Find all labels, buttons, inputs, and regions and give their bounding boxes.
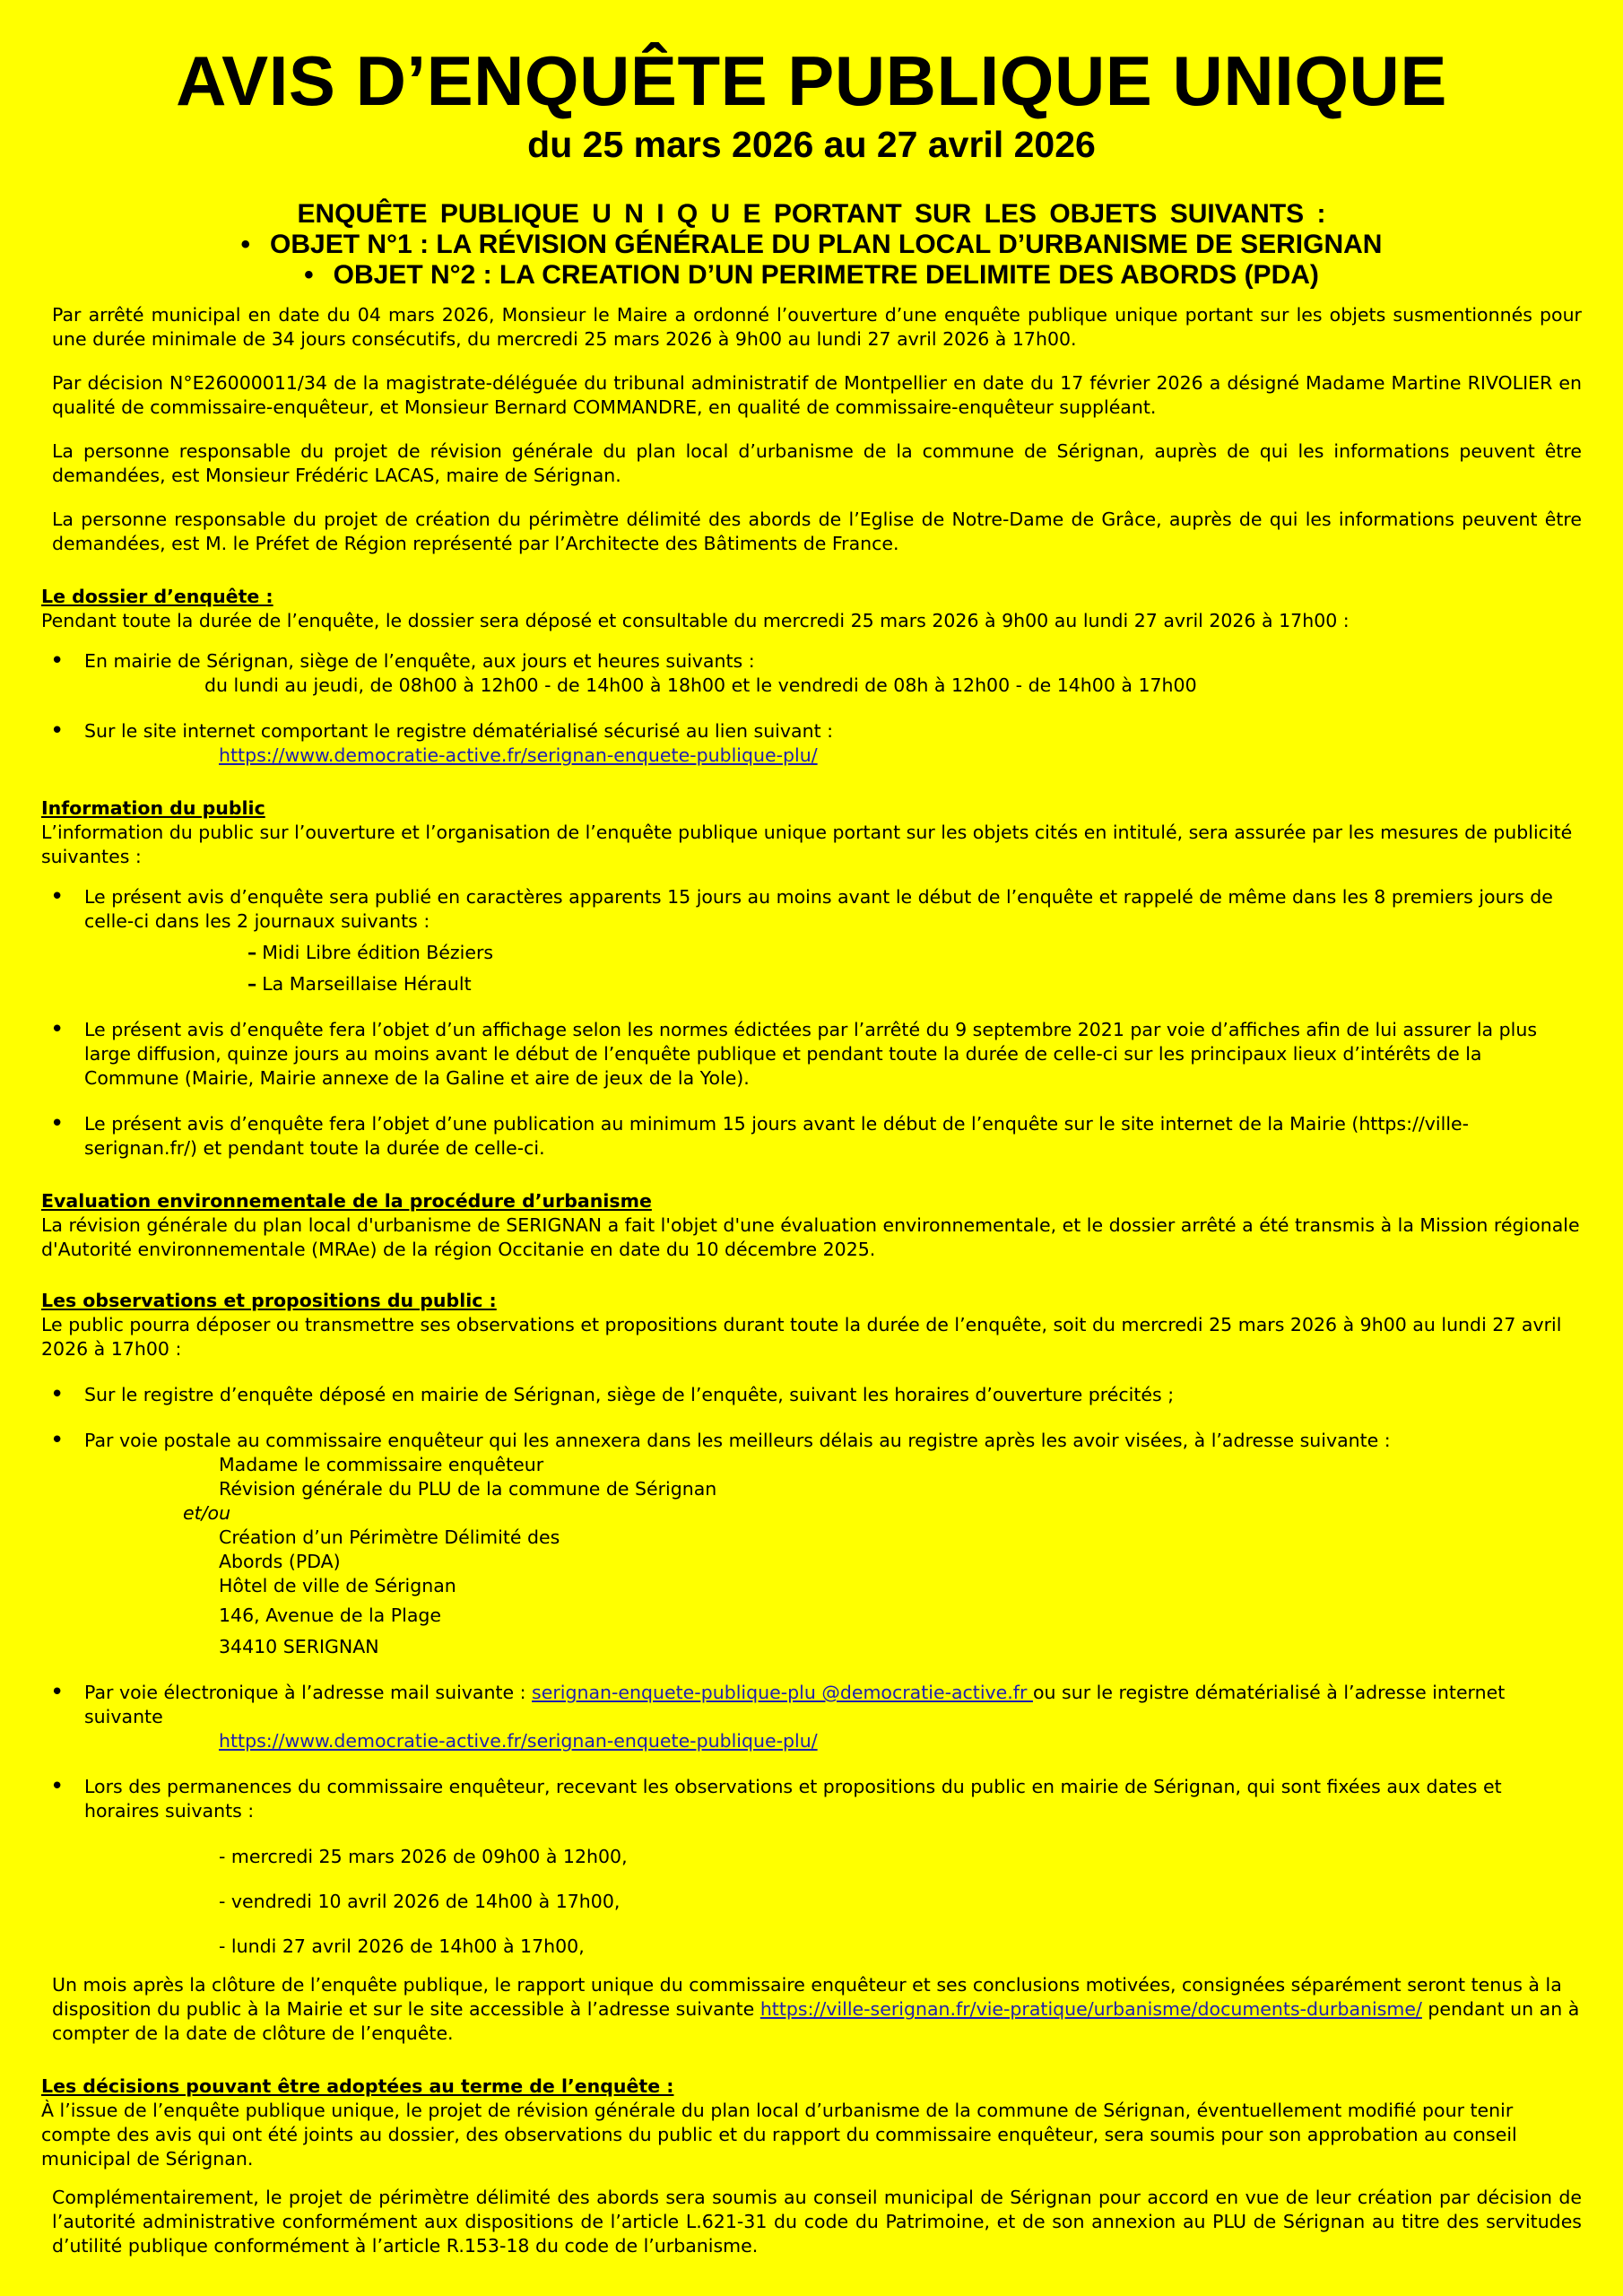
rapport-text-pre: Un mois après la clôture de l’enquête publique, le rapport unique du commissaire enquêteur et ses conclusions motivées, consignées séparément seront tenus à la disposition du public à la Mairie et sur le site accessible à l’adresse suivante xyxy=(52,1974,1562,2020)
permanence-2: - vendredi 10 avril 2026 de 14h00 à 17h00, xyxy=(219,1891,621,1912)
mairie-hours: du lundi au jeudi, de 08h00 à 12h00 - de 14h00 à 18h00 et le vendredi de 08h à 12h00 - de 14h00 à 17h00 xyxy=(204,674,1197,696)
list-item xyxy=(41,1112,1582,1161)
list-item xyxy=(41,1681,1582,1753)
journal-1: – Midi Libre édition Béziers xyxy=(84,941,1582,965)
intro-paragraph-3: La personne responsable du projet de révision générale du plan local d’urbanisme de la commune de Sérignan, auprès de qui les informations peuvent être demandées, est Monsieur Frédéric LACAS, maire de Sérignan. xyxy=(52,440,1582,486)
bullet-dot-icon: • xyxy=(304,260,314,290)
section-title-evaluation: Evaluation environnementale de la procédure d’urbanisme xyxy=(41,1190,652,1212)
observations-intro: Le public pourra déposer ou transmettre ses observations et propositions durant toute la durée de l’enquête, soit du mercredi 25 mars 2026 à 9h00 au lundi 27 avril 2026 à 17h00 : xyxy=(41,1314,1562,1360)
objet-1 xyxy=(41,230,1582,260)
date-range-subtitle: du 25 mars 2026 au 27 avril 2026 xyxy=(527,124,1096,165)
documents-urbanisme-link[interactable]: https://ville-serignan.fr/vie-pratique/urbanisme/documents-durbanisme/ xyxy=(759,1998,1422,2020)
objet-1-text: OBJET N°1 : LA RÉVISION GÉNÉRALE DU PLAN LOCAL D’URBANISME DE SERIGNAN xyxy=(270,230,1383,259)
address-line: Création d’un Périmètre Délimité des xyxy=(219,1526,560,1548)
intro-paragraph-1: Par arrêté municipal en date du 04 mars 2026, Monsieur le Maire a ordonné l’ouverture d’une enquête publique unique portant sur les objets susmentionnés pour une durée minimale de 34 jours consécutifs, du mercredi 25 mars 2026 à 9h00 au lundi 27 avril 2026 à 17h00. xyxy=(52,304,1582,350)
observations-item-2: Par voie postale au commissaire enquêteur qui les annexera dans les meilleurs délais au registre après les avoir visées, à l’adresse suivante : xyxy=(84,1430,1391,1451)
objet-2 xyxy=(41,260,1582,291)
observations-item-3-pre: Par voie électronique à l’adresse mail suivante : xyxy=(84,1682,533,1703)
intro-paragraph-4: La personne responsable du projet de création du périmètre délimité des abords de l’Eglise de Notre-Dame de Grâce, auprès de qui les informations peuvent être demandées, est M. le Préfet de Région représenté par l’Architecte des Bâtiments de France. xyxy=(52,509,1582,554)
objet-2-text: OBJET N°2 : LA CREATION D’UN PERIMETRE DELIMITE DES ABORDS (PDA) xyxy=(333,260,1319,290)
address-line: Hôtel de ville de Sérignan xyxy=(219,1575,456,1596)
list-item xyxy=(41,1775,1582,1959)
list-item xyxy=(41,1383,1582,1407)
information-item-1: Le présent avis d’enquête sera publié en caractères apparents 15 jours au moins avant le début de l’enquête et rappelé de même dans les 8 premiers jours de celle-ci dans les 2 journaux suivants : xyxy=(84,886,1553,932)
address-line: Révision générale du PLU de la commune de Sérignan xyxy=(219,1478,717,1500)
address-line: Madame le commissaire enquêteur xyxy=(219,1454,544,1475)
journal-2: – La Marseillaise Hérault xyxy=(84,972,1582,996)
email-link[interactable]: serignan-enquete-publique-plu @democratie-active.fr xyxy=(532,1682,1033,1703)
bullet-dot-icon: • xyxy=(240,230,251,259)
dossier-list xyxy=(41,649,1582,768)
dossier-intro: Pendant toute la durée de l’enquête, le dossier sera déposé et consultable du mercredi 25 mars 2026 à 9h00 au lundi 27 avril 2026 à 17h00 : xyxy=(41,610,1350,631)
address-line: 146, Avenue de la Plage xyxy=(219,1605,442,1626)
information-intro: L’information du public sur l’ouverture et l’organisation de l’enquête publique unique portant sur les objets cités en intitulé, sera assurée par les mesures de publicité suivantes : xyxy=(41,822,1573,867)
list-item xyxy=(41,1018,1582,1091)
address-line: 34410 SERIGNAN xyxy=(219,1636,379,1657)
list-item xyxy=(41,649,1582,698)
section-title-information: Information du public xyxy=(41,797,265,819)
postal-address xyxy=(84,1453,1582,1659)
section-title-decisions: Les décisions pouvant être adoptées au terme de l’enquête : xyxy=(41,2075,674,2097)
observations-list xyxy=(41,1383,1582,1959)
list-item xyxy=(41,1429,1582,1659)
address-line: Abords (PDA) xyxy=(219,1551,341,1572)
rapport-text-post: pendant un an à compter de la date de clôture de l’enquête. xyxy=(52,1998,1580,2044)
list-item xyxy=(41,719,1582,768)
rapport-paragraph xyxy=(41,1973,1582,2046)
permanence-3: - lundi 27 avril 2026 de 14h00 à 17h00, xyxy=(219,1935,585,1957)
dossier-item-1: En mairie de Sérignan, siège de l’enquête, aux jours et heures suivants : xyxy=(84,650,755,672)
section-title-observations: Les observations et propositions du public : xyxy=(41,1290,497,1311)
decisions-paragraph-2: Complémentairement, le projet de périmètre délimité des abords sera soumis au conseil municipal de Sérignan pour accord en vue de leur création par décision de l’autorité administrative conformément aux dispositions de l’article L.621-31 du code du Patrimoine, et de son annexion au PLU de Sérignan au titre des servitudes d’utilité publique conformément à l’article R.153-18 du code de l’urbanisme. xyxy=(52,2187,1582,2257)
registre-link-2[interactable]: https://www.democratie-active.fr/serignan-enquete-publique-plu/ xyxy=(219,1730,818,1752)
dossier-item-2: Sur le site internet comportant le registre dématérialisé sécurisé au lien suivant : xyxy=(84,720,834,742)
observations-item-4: Lors des permanences du commissaire enquêteur, recevant les observations et propositions du public en mairie de Sérignan, qui sont fixées aux dates et horaires suivants : xyxy=(84,1776,1502,1822)
decisions-paragraph-1: À l’issue de l’enquête publique unique, le projet de révision générale du plan local d’urbanisme de la commune de Sérignan, éventuellement modifié pour tenir compte des avis qui ont été joints au dossier, des observations du public et du rapport du commissaire enquêteur, sera soumis pour son approbation au conseil municipal de Sérignan. xyxy=(41,2100,1517,2170)
information-list xyxy=(41,885,1582,1161)
intro-paragraph-2: Par décision N°E26000011/34 de la magistrate-déléguée du tribunal administratif de Montpellier en date du 17 février 2026 a désigné Madame Martine RIVOLIER en qualité de commissaire-enquêteur, et Monsieur Bernard COMMANDRE, en qualité de commissaire-enquêteur suppléant. xyxy=(52,372,1582,418)
information-item-3: Le présent avis d’enquête fera l’objet d’une publication au minimum 15 jours avant le début de l’enquête sur le site internet de la Mairie (https://ville-serignan.fr/) et pendant toute la durée de celle-ci. xyxy=(84,1113,1470,1159)
section-title-dossier: Le dossier d’enquête : xyxy=(41,586,273,607)
evaluation-text: La révision générale du plan local d'urbanisme de SERIGNAN a fait l'objet d'une évaluation environnementale, et le dossier arrêté a été transmis à la Mission régionale d'Autorité environnementale (MRAe) de la région Occitanie en date du 10 décembre 2025. xyxy=(41,1214,1580,1260)
list-item xyxy=(41,885,1582,996)
observations-item-3-post: ou sur le registre dématérialisé à l’adresse internet suivante xyxy=(84,1682,1506,1727)
et-ou-text: et/ou xyxy=(183,1502,231,1524)
page-title: AVIS D’ENQUÊTE PUBLIQUE UNIQUE xyxy=(176,41,1447,120)
objets-block xyxy=(41,199,1582,291)
objets-heading: ENQUÊTE PUBLIQUE U N I Q U E PORTANT SUR LES OBJETS SUIVANTS : xyxy=(297,199,1326,229)
information-item-2: Le présent avis d’enquête fera l’objet d’un affichage selon les normes édictées par l’arrêté du 9 septembre 2021 par voie d’affiches afin de lui assurer la plus large diffusion, quinze jours au moins avant le début de l’enquête publique et pendant toute la durée de celle-ci sur les principaux lieux d’intérêts de la Commune (Mairie, Mairie annexe de la Galine et aire de jeux de la Yole). xyxy=(84,1019,1538,1089)
observations-item-1: Sur le registre d’enquête déposé en mairie de Sérignan, siège de l’enquête, suivant les horaires d’ouverture précités ; xyxy=(84,1384,1175,1405)
registre-link[interactable]: https://www.democratie-active.fr/serignan-enquete-publique-plu/ xyxy=(219,744,818,766)
permanence-1: - mercredi 25 mars 2026 de 09h00 à 12h00, xyxy=(219,1846,628,1867)
